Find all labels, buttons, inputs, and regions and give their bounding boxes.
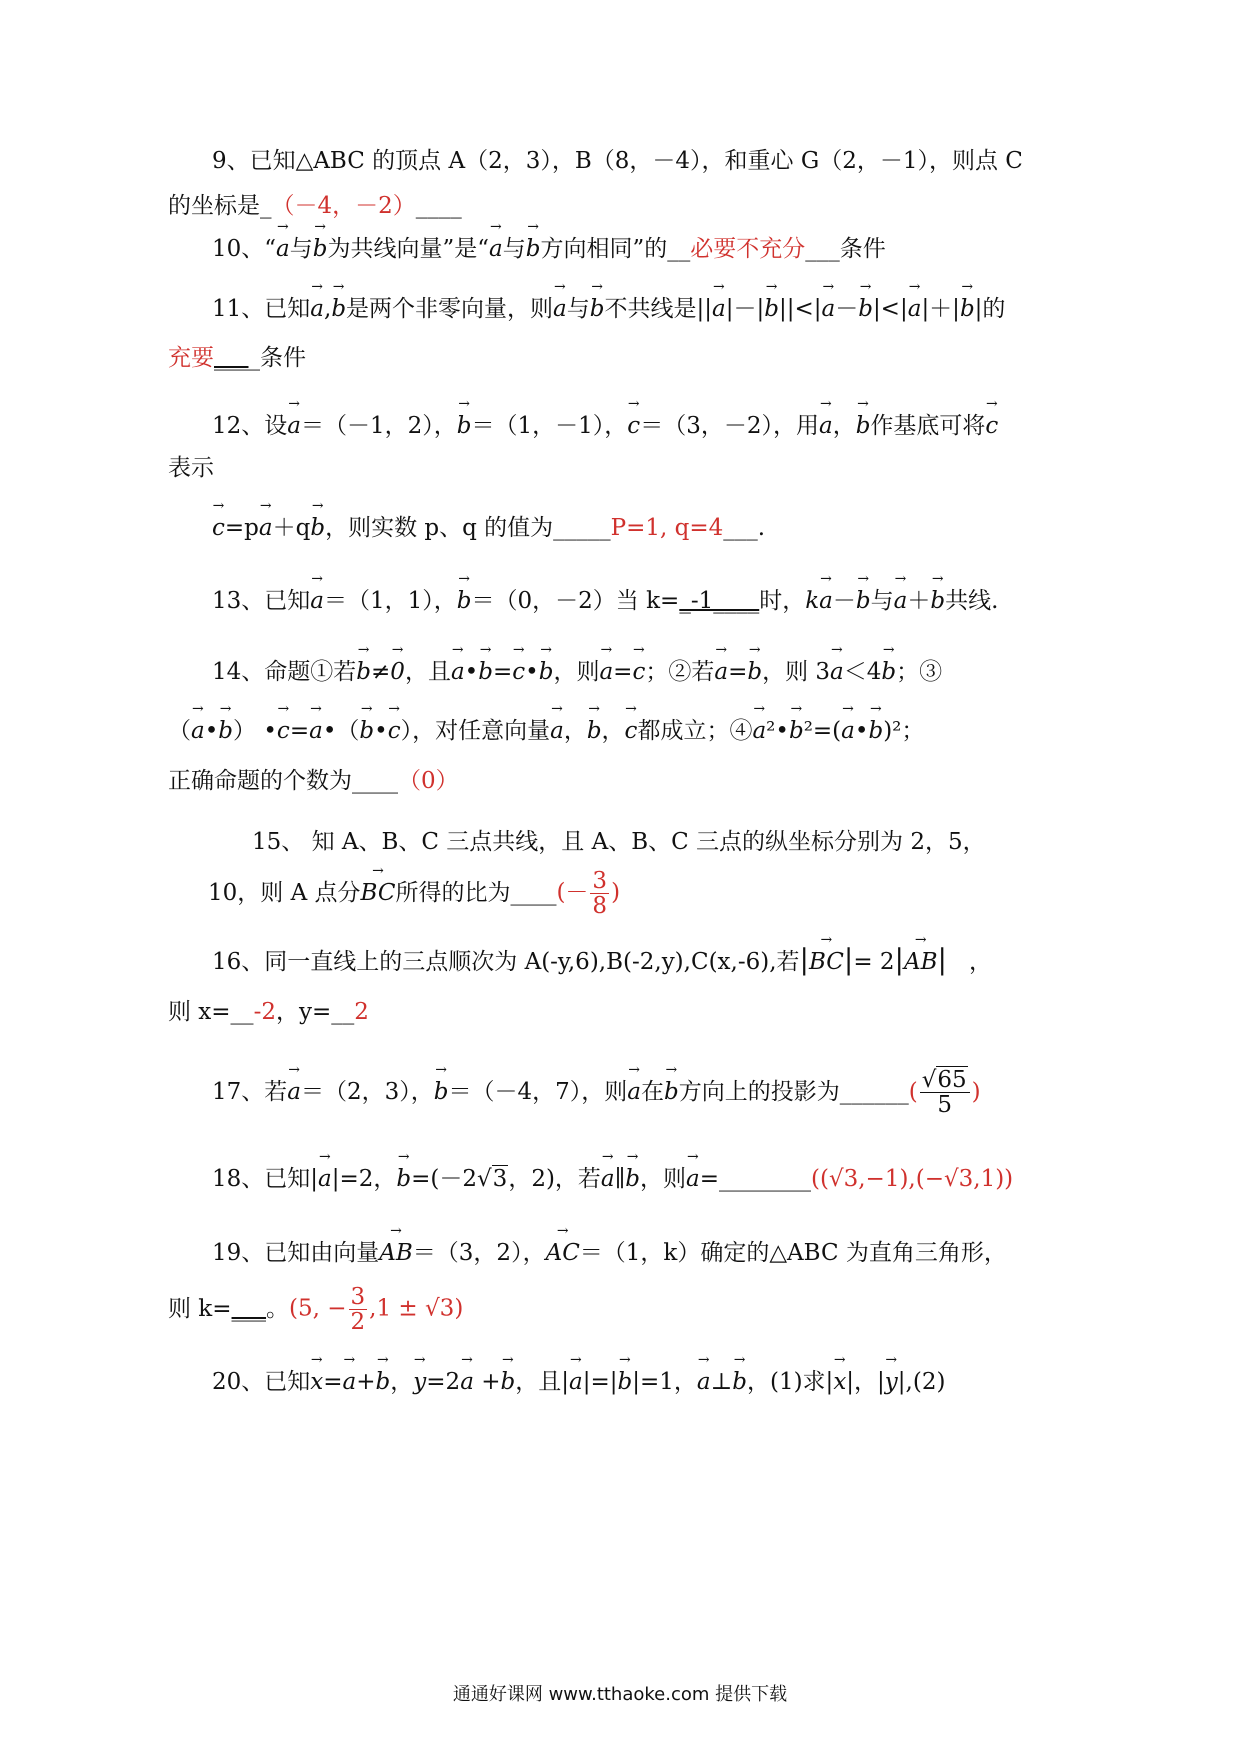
- q18-text4: ，2)，若: [508, 1166, 601, 1192]
- q14-text2: ≠: [371, 659, 391, 685]
- q11-text4: 不共线是||: [604, 296, 712, 322]
- vector-a: → a: [553, 293, 567, 325]
- q9-text: 的坐标是_: [168, 193, 272, 219]
- q18-text6: ，则: [640, 1166, 686, 1192]
- vector-a: → a: [821, 293, 835, 325]
- q13-text2: ＝（1，1），: [324, 588, 457, 614]
- q10-line: [212, 233, 886, 265]
- q9-line2: [168, 190, 462, 222]
- q20-text10: ⊥: [710, 1369, 733, 1395]
- q18-text3: =(－2: [411, 1166, 478, 1192]
- q14-answer: （0）: [398, 768, 459, 794]
- q14-text13: ；③: [896, 659, 943, 685]
- q20-text9: |=1，: [632, 1369, 697, 1395]
- q18-text1: 18、已知|: [212, 1166, 319, 1192]
- vector-a: → a: [894, 585, 908, 617]
- q15-answer-open: (－: [556, 879, 589, 905]
- q17-answer-open: (: [908, 1079, 918, 1105]
- fraction: [920, 1068, 970, 1117]
- q10-text5: 方向相同”的__: [540, 236, 691, 262]
- q14-l2i: ，: [601, 718, 625, 744]
- q17-text1: 17、若: [212, 1079, 288, 1105]
- q13-text7: 与: [870, 588, 894, 614]
- q19-answer-open: (5, −: [289, 1295, 347, 1321]
- q12-text-l3b: ＋q: [272, 515, 311, 541]
- vector-bc: → BC: [809, 946, 844, 978]
- q17-line: [212, 1064, 981, 1120]
- vector-b: → b: [396, 1163, 411, 1195]
- q19-text5: 。: [266, 1296, 290, 1322]
- vector-a: → a: [686, 1163, 700, 1195]
- q16-text2: 则 x=__: [168, 999, 254, 1025]
- abs-bar: |: [799, 943, 809, 976]
- vector-a: → a: [830, 656, 844, 688]
- q14-text5: =: [492, 659, 513, 685]
- vector-a: → a: [819, 585, 833, 617]
- q19-line2: [168, 1282, 463, 1336]
- q12-text-l3a: =p: [224, 515, 259, 541]
- q12-text5: ，: [832, 413, 856, 439]
- q13-answer: _-1____: [679, 588, 760, 614]
- q11-text9: |＋|: [921, 296, 960, 322]
- q10-text6: ___条件: [805, 236, 886, 262]
- vector-a: → a: [601, 1163, 615, 1195]
- q13-text4: 时，: [759, 588, 806, 614]
- q17-text4: 在: [641, 1079, 665, 1105]
- vector-a: → a: [287, 410, 301, 442]
- vector-a: → a: [191, 715, 205, 747]
- fraction-numerator: √65: [920, 1068, 970, 1093]
- q19-text1: 19、已知由向量: [212, 1240, 380, 1266]
- vector-b: → b: [930, 585, 945, 617]
- q11-text3: 与: [566, 296, 590, 322]
- vector-b: → b: [356, 656, 371, 688]
- vector-b: → b: [732, 1366, 747, 1398]
- q15-answer: [556, 869, 620, 918]
- q10-text2: 与: [289, 236, 313, 262]
- q16-text1: 16、同一直线上的三点顺次为 A(-y,6),B(-2,y),C(x,-6),若: [212, 949, 800, 975]
- q19-answer-close: ): [454, 1295, 464, 1321]
- q12-text3: ＝（1，－1），: [471, 413, 628, 439]
- q14-text9: ；②若: [645, 659, 715, 685]
- vector-c: → c: [985, 410, 998, 442]
- vector-b: → b: [359, 715, 374, 747]
- vector-a: → a: [460, 1366, 474, 1398]
- q14-text6: •: [525, 659, 539, 685]
- q9-line1: 9、已知△ABC 的顶点 A（2，3），B（8，－4），和重心 G（2，－1），则点 C: [212, 148, 1023, 174]
- q13-text6: －: [832, 588, 856, 614]
- q10-text3: 为共线向量”是“: [327, 236, 490, 262]
- q11-text10: |的: [974, 296, 1006, 322]
- q20-text13: |,(2): [897, 1369, 946, 1395]
- q15-line2: [208, 866, 620, 920]
- fraction: [590, 869, 609, 918]
- vector-x: → x: [310, 1366, 323, 1398]
- q19-text3: ＝（1，k）确定的△ABC 为直角三角形，: [579, 1240, 1007, 1266]
- fraction-denominator: 5: [937, 1091, 953, 1118]
- vector-b: → b: [764, 293, 779, 325]
- vector-c: → c: [512, 656, 525, 688]
- vector-b: → b: [789, 715, 804, 747]
- q19-answer: [289, 1285, 463, 1334]
- q11-text6: ||<|: [778, 296, 822, 322]
- vector-a: → a: [287, 1076, 301, 1108]
- vector-b: → b: [310, 512, 325, 544]
- q20-text3: +: [356, 1369, 376, 1395]
- q11-text11: _条件: [248, 345, 306, 371]
- q14-text10: =: [728, 659, 748, 685]
- q11-text8: |<|: [872, 296, 908, 322]
- q14-text12: ＜4: [843, 659, 882, 685]
- q13-text1: 13、已知: [212, 588, 311, 614]
- q17-answer-close: ): [971, 1079, 981, 1105]
- q14-text11: ，则 3: [762, 659, 831, 685]
- q18-text5: ∥: [614, 1166, 626, 1192]
- q20-text4: ，: [390, 1369, 414, 1395]
- q14-l2j: 都成立；④: [637, 718, 753, 744]
- vector-b: → b: [313, 233, 328, 265]
- q14-l2g: ），对任意向量: [400, 718, 551, 744]
- vector-a: → a: [276, 233, 290, 265]
- q14-text1: 14、命题①若: [212, 659, 357, 685]
- vector-b: → b: [331, 293, 346, 325]
- vector-c: → c: [388, 715, 401, 747]
- abs-bar: |: [894, 943, 904, 976]
- q13-text8: ＋: [907, 588, 931, 614]
- vector-a: → a: [819, 410, 833, 442]
- vector-b: → b: [478, 656, 493, 688]
- q12-text2: ＝（－1，2），: [301, 413, 457, 439]
- vector-b: → b: [457, 585, 472, 617]
- q20-text2: =: [323, 1369, 343, 1395]
- vector-b: → b: [881, 656, 896, 688]
- vector-a: → a: [343, 1366, 357, 1398]
- q10-text4: 与: [502, 236, 526, 262]
- q13-line: [212, 585, 998, 617]
- vector-b: → b: [590, 293, 605, 325]
- vector-a: → a: [714, 656, 728, 688]
- q14-line3: [168, 765, 459, 797]
- q16-line1: [212, 944, 992, 978]
- q17-text3: ＝（－4，7），则: [448, 1079, 628, 1105]
- q20-text5: =2: [426, 1369, 461, 1395]
- vector-b: → b: [501, 1366, 516, 1398]
- fraction: [349, 1285, 368, 1334]
- q12-line3: [212, 512, 765, 544]
- q19-answer-mid: ,1 ± √3: [369, 1295, 455, 1321]
- q19-blank: ___: [231, 1296, 267, 1322]
- vector-b: → b: [747, 656, 762, 688]
- vector-c: → c: [627, 410, 640, 442]
- q12-text1: 12、设: [212, 413, 288, 439]
- vector-a: → a: [697, 1366, 711, 1398]
- q14-l2d: =: [289, 718, 310, 744]
- q14-text7: ，则: [553, 659, 600, 685]
- vector-a: → a: [318, 1163, 332, 1195]
- q13-text5: k: [805, 588, 820, 614]
- q12-line2: 表示: [168, 455, 214, 481]
- q14-l2n: )²；: [883, 718, 925, 744]
- vector-b: → b: [856, 585, 871, 617]
- q14-l2c: ） •: [233, 718, 277, 744]
- vector-b: → b: [376, 1366, 391, 1398]
- q13-text3: ＝（0，－2）当 k=: [471, 588, 680, 614]
- vector-c: → c: [277, 715, 290, 747]
- q14-text8: =: [613, 659, 633, 685]
- abs-bar: |: [937, 943, 947, 976]
- vector-a: → a: [259, 512, 273, 544]
- q20-text8: |=|: [582, 1369, 618, 1395]
- q14-l2a: （: [168, 718, 191, 744]
- vector-b: → b: [868, 715, 883, 747]
- q15-line1: 15、 知 A、B、C 三点共线，且 A、B、C 三点的纵坐标分别为 2，5，: [252, 829, 986, 855]
- vector-a: → a: [550, 715, 564, 747]
- q12-text4: ＝（3，－2），用: [640, 413, 819, 439]
- vector-b: → b: [526, 233, 541, 265]
- vector-c: → c: [632, 656, 645, 688]
- q18-text7: =________: [699, 1166, 811, 1192]
- q10-text1: 10、“: [212, 236, 277, 262]
- vector-a: → a: [569, 1366, 583, 1398]
- q12-answer: P=1, q=4: [610, 515, 724, 541]
- vector-y: → y: [885, 1366, 898, 1398]
- vector-b: → b: [457, 410, 472, 442]
- q14-line1: [212, 656, 942, 688]
- vector-b: → b: [856, 410, 871, 442]
- q13-text9: 共线.: [945, 588, 999, 614]
- q14-l2f: •: [374, 718, 388, 744]
- abs-bar: |: [843, 943, 854, 976]
- vector-b: → b: [625, 1163, 640, 1195]
- q20-text11: ，(1)求|: [746, 1369, 834, 1395]
- q16-eq: = 2: [853, 949, 895, 975]
- fraction-denominator: 2: [350, 1308, 366, 1335]
- q20-text12: |，|: [846, 1369, 885, 1395]
- q18-line: 18、已知|→ a|=2，→ b=(－2√3，2)，若→ a∥→ b，则→ a=________((√3,−1),(−√3,1)): [212, 1163, 1013, 1195]
- vector-a: → a: [489, 233, 503, 265]
- fraction-numerator: 3: [350, 1283, 366, 1310]
- vector-a: → a: [309, 715, 323, 747]
- vector-a: → a: [841, 715, 855, 747]
- vector-a: → a: [310, 585, 324, 617]
- vector-ab: → AB: [379, 1237, 413, 1269]
- q14-l3: 正确命题的个数为____: [168, 768, 398, 794]
- vector-a: → a: [627, 1076, 641, 1108]
- q11-text2: 是两个非零向量，则: [346, 296, 554, 322]
- vector-b: → b: [960, 293, 975, 325]
- q16-answer-x: -2: [253, 999, 276, 1025]
- q11-answer: 充要: [168, 345, 214, 371]
- q19-text2: ＝（3，2），: [412, 1240, 546, 1266]
- q12-text6: 作基底可将: [870, 413, 986, 439]
- q11-text7: －: [835, 296, 859, 322]
- q14-l2h: ，: [563, 718, 587, 744]
- q11-text1: 11、已知: [212, 296, 311, 322]
- radicand: 3: [492, 1166, 508, 1192]
- q19-line1: [212, 1237, 1007, 1269]
- q18-text2: |=2，: [331, 1166, 397, 1192]
- vector-b: → b: [218, 715, 233, 747]
- q10-answer: 必要不充分: [690, 236, 806, 262]
- radicand: 65: [937, 1066, 967, 1093]
- vector-c: → c: [212, 512, 225, 544]
- vector-bc: → BC: [361, 877, 396, 909]
- q11-blank: ___: [214, 345, 249, 371]
- q14-l2e: •（: [322, 718, 360, 744]
- q19-text4: 则 k=: [168, 1296, 232, 1322]
- vector-ac: → AC: [546, 1237, 580, 1269]
- q14-line2: [168, 715, 924, 747]
- q17-text2: ＝（2，3），: [301, 1079, 434, 1105]
- vector-a: → a: [752, 715, 766, 747]
- q11-line1: 11、已知→ a,→ b是两个非零向量，则→ a与→ b不共线是||→ a|－|→ b||<|→ a－→ b|<|→ a|＋|→ b|的: [212, 293, 1005, 325]
- q14-text4: •: [464, 659, 479, 685]
- q15-text1: 10，则 A 点分: [208, 880, 361, 906]
- q16-text3: ，y=__: [275, 999, 355, 1025]
- vector-b: → b: [617, 1366, 632, 1398]
- vector-a: → a: [310, 293, 324, 325]
- q20-text7: ，且|: [515, 1369, 569, 1395]
- q17-text5: 方向上的投影为______: [678, 1079, 909, 1105]
- vector-b: → b: [434, 1076, 449, 1108]
- q16-comma: ，: [968, 949, 992, 975]
- vector-b: → b: [587, 715, 602, 747]
- fraction-numerator: 3: [592, 867, 608, 894]
- q11-text5: |－|: [725, 296, 765, 322]
- q16-line2: [168, 996, 369, 1028]
- vector-b: → b: [539, 656, 554, 688]
- vector-a: → a: [451, 656, 465, 688]
- vector-b: → b: [858, 293, 873, 325]
- fraction-denominator: 8: [592, 892, 608, 919]
- footer-credit: 通通好课网 www.tthaoke.com 提供下载: [452, 1684, 788, 1705]
- q9-blank: ____: [415, 193, 462, 219]
- q14-text3: ，且: [404, 659, 451, 685]
- q20-text6: +: [473, 1369, 501, 1395]
- vector-a: → a: [908, 293, 922, 325]
- q14-l2m: •: [854, 718, 869, 744]
- vector-zero: → 0: [390, 656, 405, 688]
- q12-text-l3c: ，则实数 p、q 的值为_____: [325, 515, 611, 541]
- vector-y: → y: [413, 1366, 426, 1398]
- vector-b: → b: [664, 1076, 679, 1108]
- q18-answer: ((√3,−1),(−√3,1)): [811, 1166, 1014, 1192]
- q14-l2l: ²=(: [803, 718, 842, 744]
- vector-ab: → AB: [904, 946, 938, 978]
- q12-line1: [212, 410, 998, 442]
- q16-answer-y: 2: [354, 999, 369, 1025]
- q15-answer-close: ): [611, 879, 621, 905]
- q14-l2k: ²•: [766, 718, 789, 744]
- vector-a: → a: [599, 656, 613, 688]
- vector-x: → x: [833, 1366, 846, 1398]
- q15-text2: 所得的比为____: [395, 880, 557, 906]
- q11-line2: [168, 342, 306, 374]
- q20-text1: 20、已知: [212, 1369, 311, 1395]
- vector-c: → c: [625, 715, 638, 747]
- q9-answer: （－4，－2）: [271, 193, 416, 219]
- q12-text-l3d: ___.: [723, 515, 766, 541]
- q14-l2b: •: [204, 718, 219, 744]
- q20-line: [212, 1366, 945, 1398]
- vector-a: → a: [712, 293, 726, 325]
